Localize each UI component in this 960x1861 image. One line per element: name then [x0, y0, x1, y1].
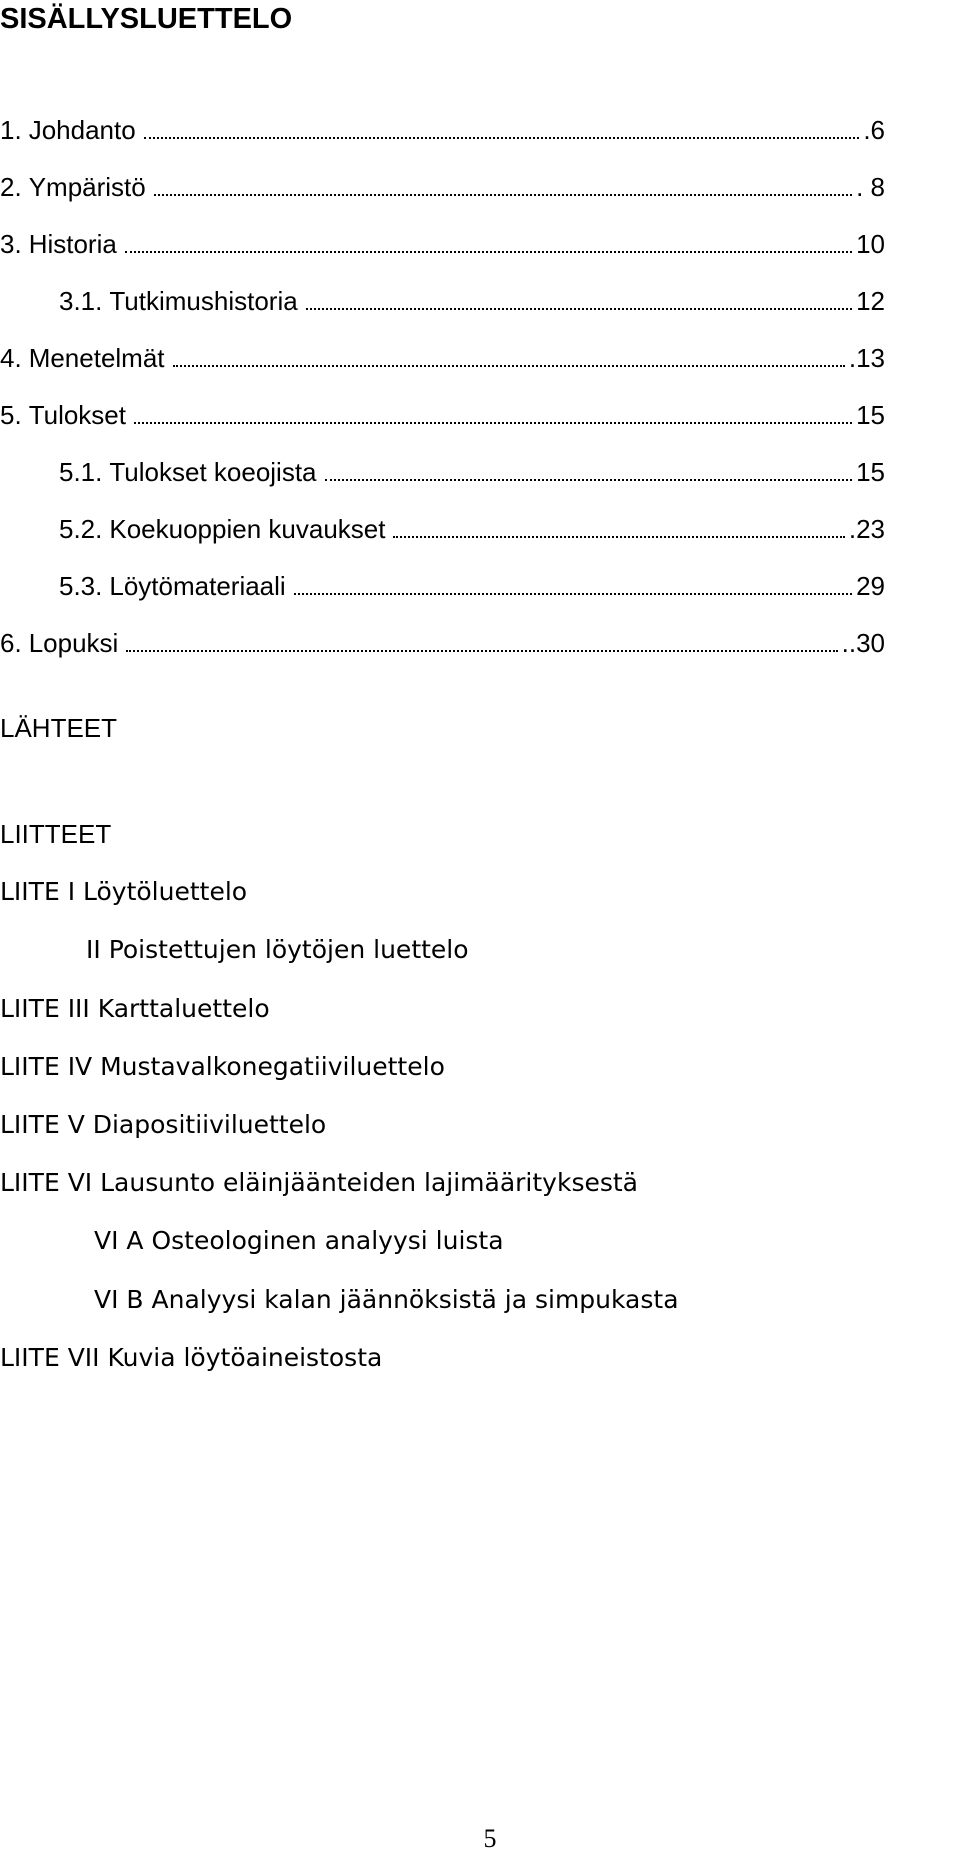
page-number: 5 — [483, 1824, 497, 1853]
toc-entry-2 — [0, 167, 885, 207]
appendix-vi-a: VI A Osteologinen analyysi luista — [94, 1226, 504, 1255]
dot-leader — [306, 308, 852, 310]
toc-entry-5-3 — [59, 566, 885, 606]
toc-entry-page: 15 — [856, 457, 885, 487]
toc-entry-page: . 8 — [856, 172, 885, 202]
toc-entry-title: Löytömateriaali — [109, 571, 286, 601]
toc-entry-3-1 — [59, 281, 885, 321]
dot-leader — [144, 137, 859, 139]
toc-entry-number: 4. — [0, 343, 22, 373]
dot-leader — [125, 251, 852, 253]
toc-entry-title: Koekuoppien kuvaukset — [109, 514, 386, 544]
sources-heading: LÄHTEET — [0, 713, 118, 743]
toc-entry-6 — [0, 623, 885, 663]
toc-entry-number: 5.3. — [59, 571, 103, 601]
appendix-iv: LIITE IV Mustavalkonegatiiviluettelo — [0, 1052, 445, 1081]
dot-leader — [294, 593, 852, 595]
toc-entry-number: 3. — [0, 229, 22, 259]
toc-entry-number: 1. — [0, 115, 22, 145]
toc-entry-title: Historia — [28, 229, 117, 259]
toc-entry-page: .23 — [848, 514, 885, 544]
dot-leader — [126, 650, 838, 652]
toc-entry-page: .13 — [848, 343, 885, 373]
appendix-iii: LIITE III Karttaluettelo — [0, 994, 270, 1023]
appendix-vi: LIITE VI Lausunto eläinjäänteiden lajimäärityksestä — [0, 1168, 639, 1197]
appendix-vi-b: VI B Analyysi kalan jäännöksistä ja simpukasta — [94, 1285, 679, 1314]
toc-entry-number: 5.2. — [59, 514, 103, 544]
toc-entry-number: 5.1. — [59, 457, 103, 487]
appendix-ii: II Poistettujen löytöjen luettelo — [86, 935, 469, 964]
dot-leader — [154, 194, 852, 196]
appendix-vii: LIITE VII Kuvia löytöaineistosta — [0, 1343, 383, 1372]
dot-leader — [325, 479, 852, 481]
toc-entry-number: 3.1. — [59, 286, 103, 316]
dot-leader — [393, 536, 845, 538]
dot-leader — [173, 365, 845, 367]
toc-entry-1 — [0, 110, 885, 150]
toc-entry-5-1 — [59, 452, 885, 492]
toc-entry-page: 10 — [856, 229, 885, 259]
toc-entry-4 — [0, 338, 885, 378]
toc-entry-title: Tulokset — [28, 400, 126, 430]
toc-entry-page: ..30 — [841, 628, 885, 658]
toc-entry-page: 15 — [856, 400, 885, 430]
toc-entry-title: Tutkimushistoria — [109, 286, 298, 316]
toc-entry-title: Ympäristö — [28, 172, 146, 202]
toc-entry-5-2 — [59, 509, 885, 549]
toc-title: SISÄLLYSLUETTELO — [0, 3, 293, 35]
toc-entry-number: 2. — [0, 172, 22, 202]
appendix-v: LIITE V Diapositiiviluettelo — [0, 1110, 327, 1139]
toc-entry-5 — [0, 395, 885, 435]
dot-leader — [134, 422, 852, 424]
toc-entry-page: .6 — [863, 115, 885, 145]
appendix-i: LIITE I Löytöluettelo — [0, 877, 248, 906]
toc-entry-title: Johdanto — [28, 115, 136, 145]
toc-entry-title: Menetelmät — [28, 343, 165, 373]
toc-entry-title: Tulokset koeojista — [109, 457, 317, 487]
toc-entry-page: 29 — [856, 571, 885, 601]
toc-entry-number: 5. — [0, 400, 22, 430]
toc-entry-page: 12 — [856, 286, 885, 316]
toc-entry-3 — [0, 224, 885, 264]
toc-entry-number: 6. — [0, 628, 22, 658]
toc-entry-title: Lopuksi — [28, 628, 119, 658]
appendices-heading: LIITTEET — [0, 819, 112, 849]
